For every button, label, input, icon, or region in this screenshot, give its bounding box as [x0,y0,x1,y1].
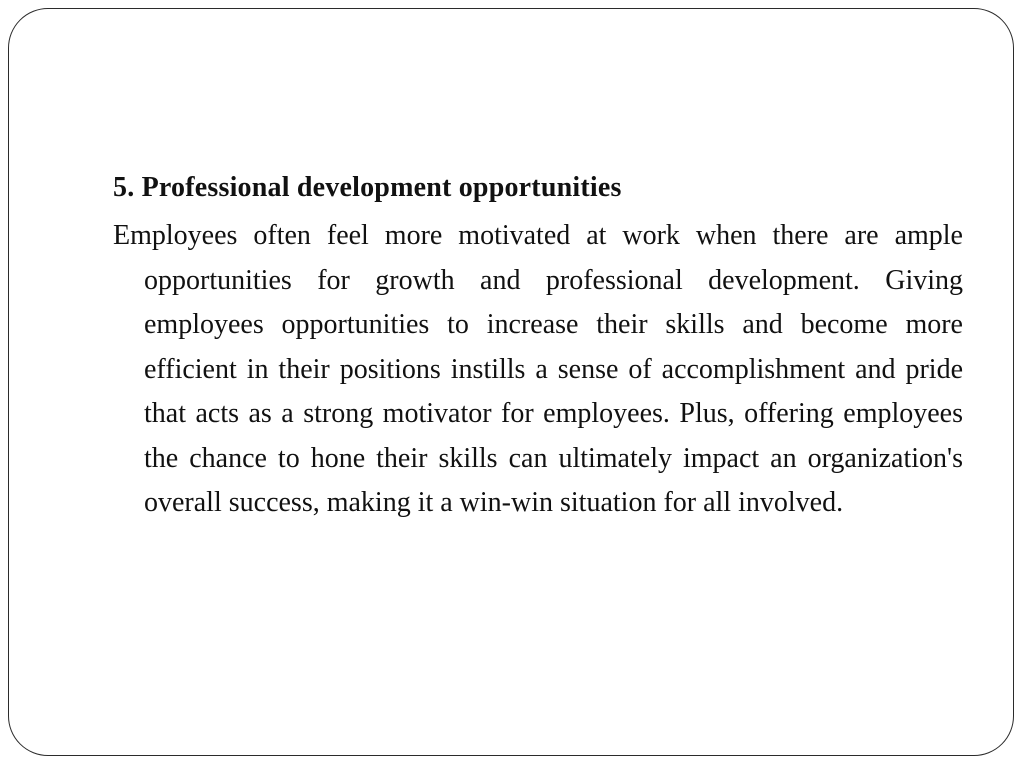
body-paragraph: Employees often feel more motivated at work when there are ample opportunities for growth and professional development. Giving employees opportunities to increase their skills and become more efficient in their positions instills a sense of accomplishment and pride that acts as a strong motivator for employees. Plus, offering employees the chance to hone their skills can ultimately impact an organization's overall success, making it a win-win situation for all involved. [113,220,963,518]
slide-content [113,168,963,526]
section-heading: 5. Professional development opportunities [113,172,622,203]
